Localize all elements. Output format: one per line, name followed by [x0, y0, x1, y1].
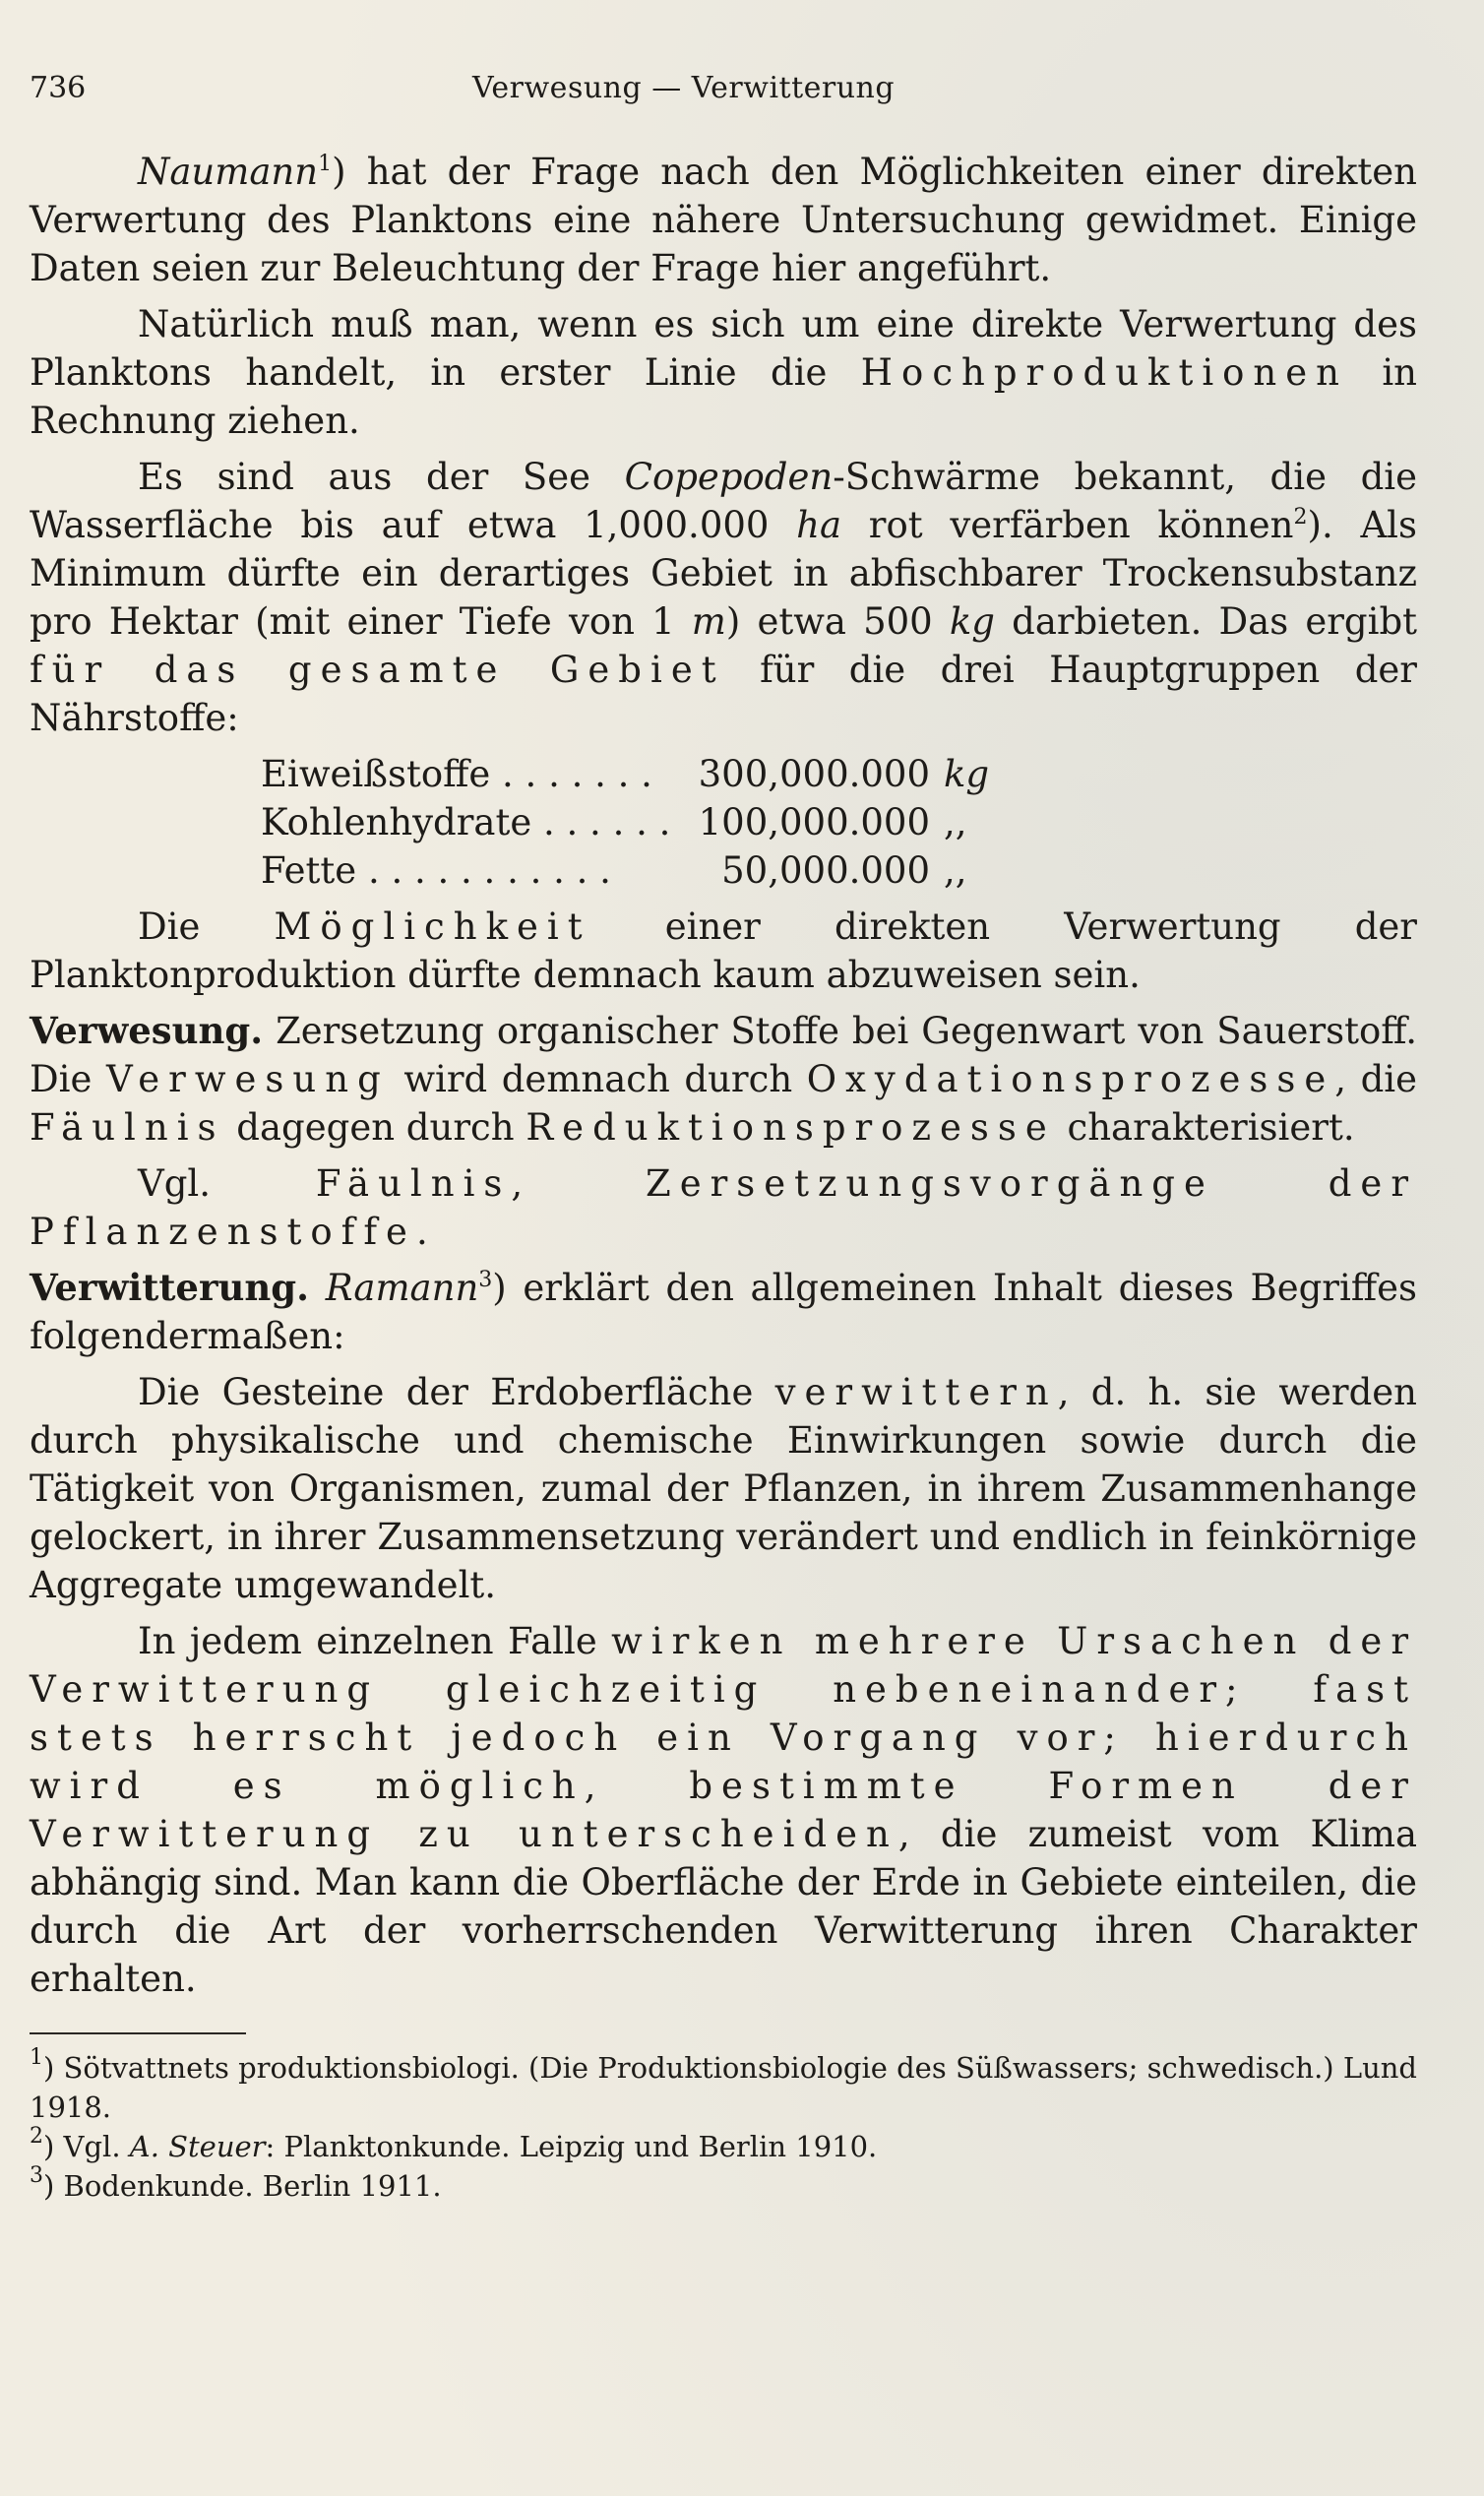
term-verwesung: Verwesung.: [30, 1009, 264, 1052]
p7-space: [309, 1267, 326, 1309]
unit-m: m: [691, 600, 726, 643]
p8-text-b: , d. h. sie werden durch physikalische und chemische Einwirkungen sowie durch die Tätigkeit von Organismen, zumal der Pflanzen, in ihrem Zusammenhange gelockert, in ihrer Zusammensetzung verändert und endlich in feinkörnige Aggregate umgewandelt.: [30, 1371, 1417, 1606]
spaced-reduktionsprozesse: Reduktionsprozesse: [526, 1106, 1056, 1149]
footnote-text: ) Sötvattnets produktionsbiologi. (Die Produktionsbiologie des Süßwassers; schwedisch.) Lund 1918.: [30, 2051, 1417, 2124]
paragraph-moeglichkeit: [30, 903, 1417, 999]
p3-text-d: ). Als Minimum dürfte ein derartiges Gebiet in abfischbarer Trockensubstanz pro Hektar (mit einer Tiefe von 1: [30, 504, 1417, 643]
footnote-3: [30, 2163, 1417, 2206]
footnote-number: 2: [30, 2124, 43, 2149]
italic-copepoden: Copepoden: [624, 456, 834, 498]
p3-text-e: ) etwa 500: [725, 600, 950, 643]
p3-text-a: Es sind aus der See: [138, 456, 625, 498]
p2-text-b: in Rechnung ziehen.: [30, 351, 1417, 442]
footnote-2: [30, 2124, 1417, 2166]
p6-text-b: .: [415, 1211, 428, 1253]
footnote-ref-2: 2: [1293, 505, 1308, 530]
footnotes: [30, 2045, 1417, 2206]
spaced-oxydationsprozesse: Oxydationsprozesse: [806, 1058, 1335, 1100]
footnote-text: ) Bodenkunde. Berlin 1911.: [43, 2169, 442, 2203]
page-number: 736: [30, 71, 87, 105]
p9-text-a: In jedem einzelnen Falle: [138, 1620, 612, 1662]
spaced-cross-reference: Fäulnis, Zersetzungsvorgänge der Pflanzenstoffe: [30, 1162, 1418, 1253]
running-title: Verwesung — Verwitterung: [472, 71, 896, 105]
footnote-number: 1: [30, 2045, 43, 2070]
nutrient-unit: kg: [944, 753, 990, 795]
nutrient-value: 50,000.000: [721, 849, 930, 892]
spaced-ursachen: wirken mehrere Ursachen der Verwitterung gleichzeitig nebeneinander; fast stets herrscht jedoch ein Vorgang vor; hierdurch wird es möglich, bestimmte Formen der Verwitterung zu unterscheiden: [30, 1620, 1418, 1855]
page-header: [30, 71, 1417, 120]
entry-verwesung: [30, 1007, 1417, 1152]
p2-text-a: Natürlich muß man, wenn es sich um eine direkte Verwertung des Planktons handelt, in erster Linie die: [30, 303, 1417, 394]
spaced-moeglichkeit: Möglichkeit: [274, 905, 591, 948]
p4-text-a: Die: [138, 905, 275, 948]
table-row: [261, 750, 1417, 798]
footnote-text-post: : Planktonkunde. Leipzig und Berlin 1910.: [265, 2130, 878, 2163]
nutrient-table: [30, 750, 1417, 895]
p5-text-e: charakterisiert.: [1055, 1106, 1355, 1149]
nutrient-name: Kohlenhydrate . . . . . .: [261, 801, 671, 843]
footnote-number: 3: [30, 2163, 43, 2188]
spaced-hochproduktionen: Hochproduktionen: [860, 351, 1348, 394]
spaced-verwittern: verwittern: [774, 1371, 1058, 1413]
p5-text-d: dagegen durch: [224, 1106, 526, 1149]
nutrient-name: Eiweißstoffe . . . . . . .: [261, 753, 652, 795]
paragraph-hochproduktionen: [30, 300, 1417, 445]
nutrient-value: 100,000.000: [698, 801, 930, 843]
footnote-text-pre: ) Vgl.: [43, 2130, 130, 2163]
table-row: [261, 846, 1417, 895]
p4-text-b: einer direkten Verwertung der Planktonproduktion dürfte demnach kaum abzuweisen sein.: [30, 905, 1417, 996]
paragraph-vgl-faeulnis: [30, 1159, 1417, 1256]
page-body: [30, 148, 1417, 2206]
p5-text-c: , die: [1334, 1058, 1418, 1100]
p5-text-b: wird demnach durch: [389, 1058, 807, 1100]
nutrient-name: Fette . . . . . . . . . . .: [261, 849, 611, 892]
entry-verwitterung: [30, 1264, 1417, 1360]
paragraph-ursachen: [30, 1617, 1417, 2003]
author-naumann: Naumann: [138, 151, 319, 193]
nutrient-unit: ,,: [944, 849, 967, 892]
paragraph-copepoden: [30, 453, 1417, 742]
footnote-author: A. Steuer: [129, 2130, 266, 2163]
p9-text-b: , die zumeist vom Klima abhängig sind. Man kann die Oberfläche der Erde in Gebiete einteilen, die durch die Art der vorherrschenden Verwitterung ihren Charakter erhalten.: [30, 1813, 1418, 2000]
p5-text-a: Zersetzung organischer Stoffe bei Gegenwart von Sauerstoff. Die: [30, 1010, 1417, 1100]
p3-text-b: -Schwärme bekannt, die die Wasserfläche bis auf etwa 1,000.000: [30, 456, 1417, 546]
footnote-divider: [30, 2032, 246, 2034]
unit-kg: kg: [949, 600, 995, 643]
spaced-gesamte-gebiet: für das gesamte Gebiet: [30, 649, 725, 691]
author-ramann: Ramann: [325, 1267, 479, 1309]
unit-ha: ha: [796, 504, 842, 546]
p3-text-c: rot verfärben können: [841, 504, 1294, 546]
nutrient-unit: ,,: [944, 801, 967, 843]
p7-text: ) erklärt den allgemeinen Inhalt dieses Begriffes folgendermaßen:: [30, 1267, 1417, 1357]
footnote-ref-3: 3: [478, 1268, 493, 1292]
footnote-1: [30, 2045, 1417, 2127]
table-row: [261, 798, 1417, 846]
nutrient-value: 300,000.000: [698, 753, 930, 795]
p6-text-a: Vgl.: [138, 1162, 316, 1205]
spaced-verwesung: Verwesung: [105, 1058, 390, 1100]
p1-text: ) hat der Frage nach den Möglichkeiten einer direkten Verwertung des Planktons eine nähere Untersuchung gewidmet. Einige Daten seien zur Beleuchtung der Frage hier angeführt.: [30, 151, 1417, 289]
paragraph-naumann: [30, 148, 1417, 292]
p8-text-a: Die Gesteine der Erdoberfläche: [138, 1371, 775, 1413]
p3-text-g: für die drei Hauptgruppen der Nährstoffe:: [30, 649, 1417, 739]
footnote-ref-1: 1: [318, 152, 333, 176]
term-verwitterung: Verwitterung.: [30, 1266, 310, 1309]
paragraph-gesteine: [30, 1368, 1417, 1609]
spaced-faeulnis: Fäulnis: [30, 1106, 225, 1149]
p3-text-f: darbieten. Das ergibt: [994, 600, 1417, 643]
